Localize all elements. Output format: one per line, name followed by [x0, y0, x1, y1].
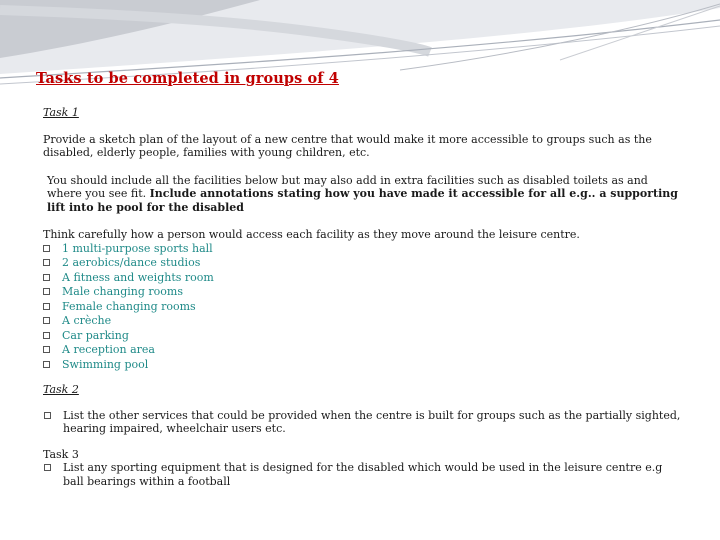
list-item: 1 multi-purpose sports hall: [43, 242, 683, 257]
task3-heading: Task 3: [43, 447, 79, 461]
facilities-list: [43, 242, 683, 373]
list-item: List any sporting equipment that is designed for the disabled which would be used in the leisure centre e.g ball bearings within a football: [43, 461, 683, 488]
list-item: A reception area: [43, 343, 683, 358]
list-item: Female changing rooms: [43, 300, 683, 315]
checkbox-icon: [43, 332, 50, 339]
page-title: Tasks to be completed in groups of 4: [36, 70, 339, 87]
list-item: 2 aerobics/dance studios: [43, 256, 683, 271]
checkbox-icon: [43, 288, 50, 295]
task1-paragraph-2: [43, 174, 683, 215]
task2-list: [43, 409, 683, 436]
decorative-header-swoosh: [0, 0, 720, 110]
task-content: [43, 106, 683, 488]
checkbox-icon: [43, 303, 50, 310]
list-item: Male changing rooms: [43, 285, 683, 300]
task1-paragraph-2-text: You should include all the facilities below but may also add in extra facilities such as disabled toilets as and where you see fit.: [47, 173, 648, 200]
list-item: Swimming pool: [43, 358, 683, 373]
list-item: A crèche: [43, 314, 683, 329]
list-item: A fitness and weights room: [43, 271, 683, 286]
checkbox-icon: [43, 346, 50, 353]
checkbox-icon: [44, 464, 51, 471]
checkbox-icon: [44, 412, 51, 419]
checkbox-icon: [43, 317, 50, 324]
task1-paragraph-3: Think carefully how a person would access each facility as they move around the leisure centre.: [43, 228, 580, 241]
task1-heading: Task 1: [43, 106, 79, 119]
task1-paragraph-2-bold: Include annotations stating how you have made it accessible for all e.g.. a supporting lift into he pool for the disabled: [47, 187, 678, 214]
checkbox-icon: [43, 274, 50, 281]
checkbox-icon: [43, 259, 50, 266]
checkbox-icon: [43, 361, 50, 368]
list-item: List the other services that could be provided when the centre is built for groups such as the partially sighted, hearing impaired, wheelchair users etc.: [43, 409, 683, 436]
task3-list: [43, 461, 683, 488]
checkbox-icon: [43, 245, 50, 252]
task2-heading: Task 2: [43, 383, 79, 396]
task1-paragraph-1: Provide a sketch plan of the layout of a new centre that would make it more accessible to groups such as the disabled, elderly people, families with young children, etc.: [43, 132, 652, 159]
list-item: Car parking: [43, 329, 683, 344]
